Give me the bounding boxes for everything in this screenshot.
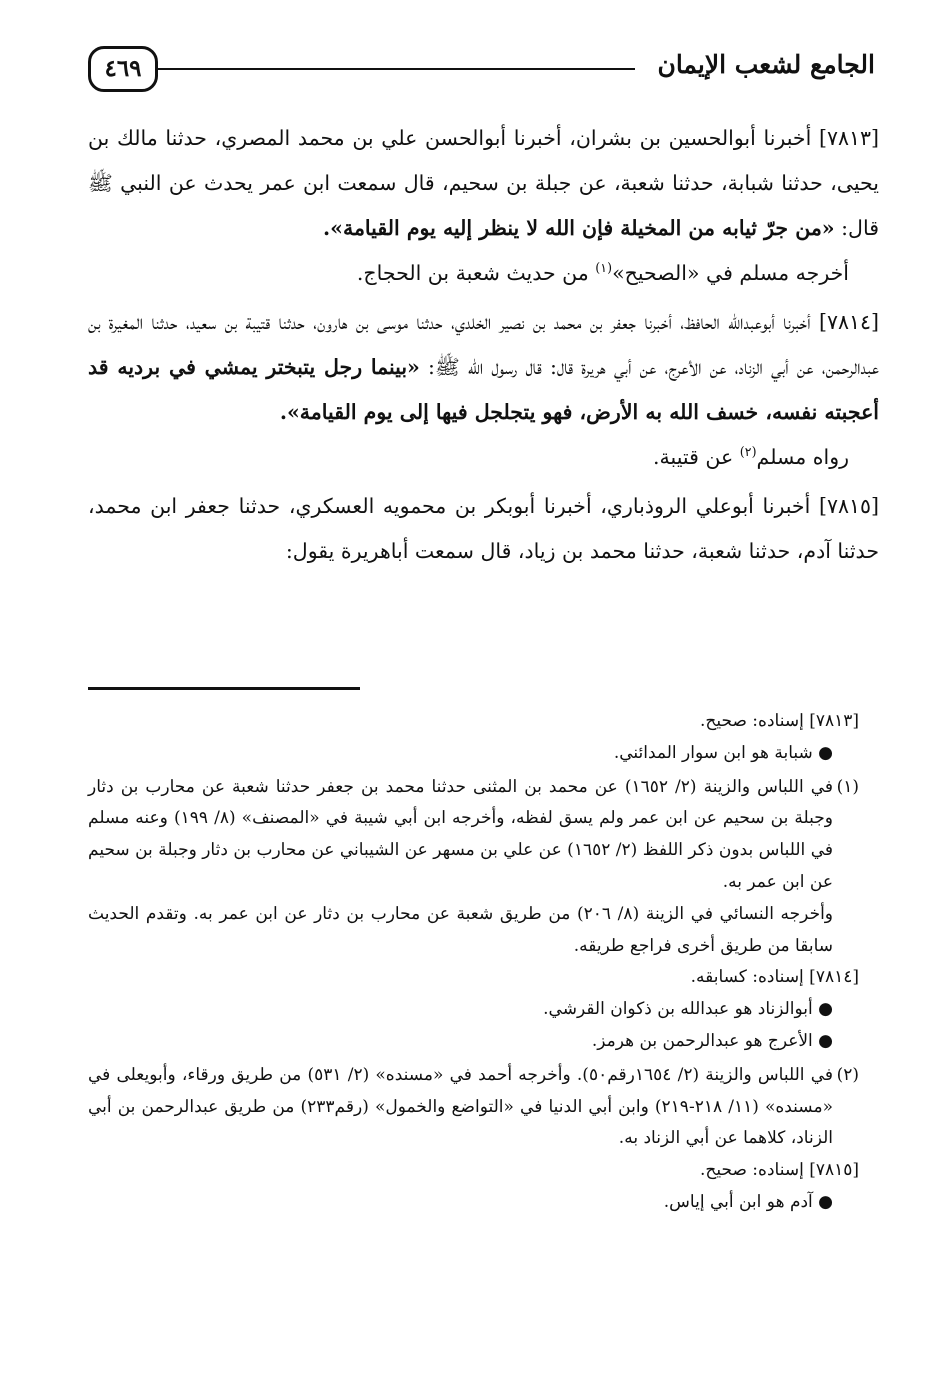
footnote-1-continued: وأخرجه النسائي في الزينة (٨/ ٢٠٦) من طريق شعبة عن محارب بن دثار عن ابن عمر به. وتقدم الحديث سابقا من طريق أخرى فراجع طريقه. xyxy=(88,903,834,956)
takhrij-7814 xyxy=(88,435,879,480)
hadith-7814 xyxy=(88,300,879,435)
page-number: ٤٦٩ xyxy=(104,55,142,82)
note-7813-bullet-1: ● شبابة هو ابن سوار المدائني. xyxy=(613,742,833,763)
takhrij-7814-b: عن قتيبة. xyxy=(653,445,740,469)
footnote-1-mark: (١) xyxy=(836,776,859,797)
takhrij-7813-b: من حديث شعبة بن الحجاج. xyxy=(356,261,596,285)
main-text xyxy=(88,116,879,574)
note-7813-head: [٧٨١٣] إسناده: صحيح. xyxy=(699,711,859,731)
note-7815-bullet-1: ● آدم هو ابن أبي إياس. xyxy=(663,1191,833,1212)
footnote-2 xyxy=(88,1060,859,1155)
note-7814-head: [٧٨١٤] إسناده: كسابقه. xyxy=(690,967,859,988)
hadith-7813 xyxy=(88,116,879,251)
hadith-7813-matn: «من جرّ ثيابه من المخيلة فإن الله لا ينظر إليه يوم القيامة». xyxy=(323,216,835,240)
hadith-7815: [٧٨١٥] أخبرنا أبوعلي الروذباري، أخبرنا أبوبكر بن محمويه العسكري، حدثنا جعفر ابن محمد، حدثنا آدم، حدثنا شعبة، حدثنا محمد بن زياد، قال سمعت أباهريرة يقول: xyxy=(88,494,879,563)
note-7814-bullet-2: ● الأعرج هو عبدالرحمن بن هرمز. xyxy=(591,1030,833,1051)
hadith-7813-text: [٧٨١٣] أخبرنا أبوالحسين بن بشران، أخبرنا أبوالحسن علي بن محمد المصري، حدثنا مالك بن يحيى، حدثنا شبابة، حدثنا شعبة، عن جبلة بن سحيم، قال سمعت ابن عمر يحدث عن النبي ﷺ قال: xyxy=(88,126,879,240)
footnote-ref-1: (١) xyxy=(595,260,613,276)
hadith-7814-text: [٧٨١٤] أخبرنا أبوعبدالله الحافظ، أخبرنا جعفر بن محمد بن نصير الخلدي، حدثنا موسى بن هارون، حدثنا قتيبة بن سعيد، حدثنا المغيرة بن عبدالرحمن، عن أبي الزناد، عن الأعرج، عن أبي هريرة قال: قال رسول الله ﷺ: xyxy=(88,310,879,379)
takhrij-7813-a: أخرجه مسلم في «الصحيح» xyxy=(612,261,849,285)
footnote-1 xyxy=(88,772,859,963)
page-number-badge xyxy=(88,46,158,92)
footnotes xyxy=(88,706,859,1219)
takhrij-7814-a: رواه مسلم xyxy=(756,445,849,469)
header-rule xyxy=(158,68,635,70)
footnote-divider xyxy=(88,687,360,690)
footnote-ref-2: (٢) xyxy=(739,444,757,460)
note-7815-head: [٧٨١٥] إسناده: صحيح. xyxy=(699,1160,859,1181)
footnote-2-mark: (٢) xyxy=(836,1064,859,1085)
page-header xyxy=(88,46,875,98)
takhrij-7813 xyxy=(88,251,879,296)
footnote-2-text: في اللباس والزينة (٢/ ١٦٥٤رقم٥٠). وأخرجه أحمد في «مسنده» (٢/ ٥٣١) من طريق ورقاء، وأبويعلى في «مسنده» (١١/ ٢١٨-٢١٩) وابن أبي الدنيا في «التواضع والخمول» (رقم٢٣٣) من طريق عبدالرحمن بن أبي الزناد، كلاهما عن أبي الزناد به. xyxy=(88,1064,833,1149)
hadith-7814-matn: «بينما رجل يتبختر يمشي في برديه قد أعجبته نفسه، خسف الله به الأرض، فهو يتجلجل فيها إلى يوم القيامة». xyxy=(88,355,879,424)
note-7814-bullet-1: ● أبوالزناد هو عبدالله بن ذكوان القرشي. xyxy=(543,999,833,1020)
book-title: الجامع لشعب الإيمان xyxy=(657,50,875,79)
footnote-1-text: في اللباس والزينة (٢/ ١٦٥٢) عن محمد بن المثنى حدثنا محمد بن جعفر حدثنا شعبة عن محارب بن دثار وجبلة بن سحيم عن ابن عمر ولم يسق لفظه، وأخرجه ابن أبي شيبة في «المصنف» (٨/ ١٩٩) وعنه مسلم في اللباس بدون ذكر اللفظ (٢/ ١٦٥٢) عن علي بن مسهر عن الشيباني عن محارب بن دثار وجبلة بن سحيم عن ابن عمر به. xyxy=(88,776,834,892)
